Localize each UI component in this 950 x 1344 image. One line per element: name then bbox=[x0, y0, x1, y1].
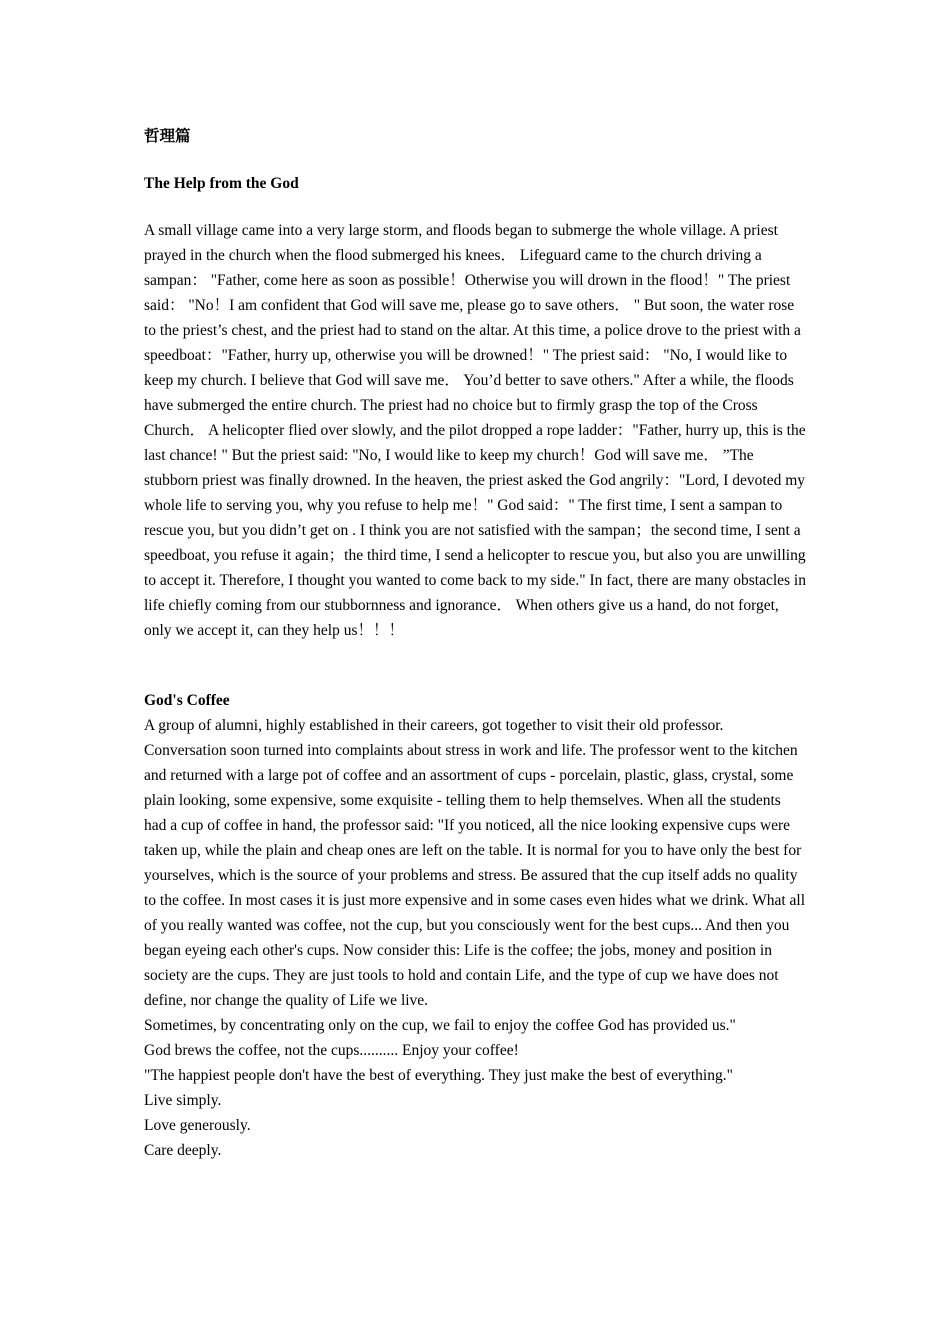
story2-line: Care deeply. bbox=[144, 1142, 222, 1159]
story2-line: Live simply. bbox=[144, 1092, 222, 1109]
story2-body: A group of alumni, highly established in their careers, got together to visit their old professor. Conversation soon turned into complaints about stress in work and life. The professor went to the kitchen and returned with a large pot of coffee and an assortment of cups - porcelain, plastic, glass, crystal, some plain looking, some expensive, some exquisite - telling them to help themselves. When all the students had a cup of coffee in hand, the professor said: "If you noticed, all the nice looking expensive cups were taken up, while the plain and cheap ones are left on the table. It is normal for you to have only the best for yourselves, which is the source of your problems and stress. Be assured that the cup itself adds no quality to the coffee. In most cases it is just more expensive and in some cases even hides what we drink. What all of you really wanted was coffee, not the cup, but you consciously went for the best cups... And then you began eyeing each other's cups. Now consider this: Life is the coffee; the jobs, money and position in society are the cups. They are just tools to hold and contain Life, and the type of cup we have does not define, nor change the quality of Life we live. bbox=[144, 717, 806, 1009]
spacer bbox=[144, 196, 806, 218]
document-page bbox=[144, 124, 806, 1163]
spacer bbox=[144, 149, 806, 171]
spacer bbox=[144, 643, 806, 688]
category-heading: 哲理篇 bbox=[144, 127, 191, 145]
story2-line: God brews the coffee, not the cups.......... Enjoy your coffee! bbox=[144, 1042, 519, 1059]
story1-body: A small village came into a very large storm, and floods began to submerge the whole village. A priest prayed in the church when the flood submerged his knees． Lifeguard came to the church driving a sampan： "Father, come here as soon as possible！Otherwise you will drown in the flood！" The priest said： "No！I am confident that God will save me, please go to save others． " But soon, the water rose to the priest’s chest, and the priest had to stand on the altar. At this time, a police drove to the priest with a speedboat："Father, hurry up, otherwise you will be drowned！" The priest said： "No, I would like to keep my church. I believe that God will save me． You’d better to save others." After a while, the floods have submerged the entire church. The priest had no choice but to firmly grasp the top of the Cross Church． A helicopter flied over slowly, and the pilot dropped a rope ladder："Father, hurry up, this is the last chance! " But the priest said: "No, I would like to keep my church！God will save me． ”The stubborn priest was finally drowned. In the heaven, the priest asked the God angrily："Lord, I devoted my whole life to serving you, why you refuse to help me！" God said：" The first time, I sent a sampan to rescue you, but you didn’t get on . I think you are not satisfied with the sampan；the second time, I sent a speedboat, you refuse it again；the third time, I send a helicopter to rescue you, but also you are unwilling to accept it. Therefore, I thought you wanted to come back to my side." In fact, there are many obstacles in life chiefly coming from our stubbornness and ignorance． When others give us a hand, do not forget, only we accept it, can they help us！！！ bbox=[144, 222, 806, 639]
story2-line: Love generously. bbox=[144, 1117, 251, 1134]
story2-title: God's Coffee bbox=[144, 692, 230, 709]
story1-title: The Help from the God bbox=[144, 175, 299, 192]
story2-line: Sometimes, by concentrating only on the cup, we fail to enjoy the coffee God has provided us." bbox=[144, 1017, 736, 1034]
story2-line: "The happiest people don't have the best of everything. They just make the best of everything." bbox=[144, 1067, 733, 1084]
